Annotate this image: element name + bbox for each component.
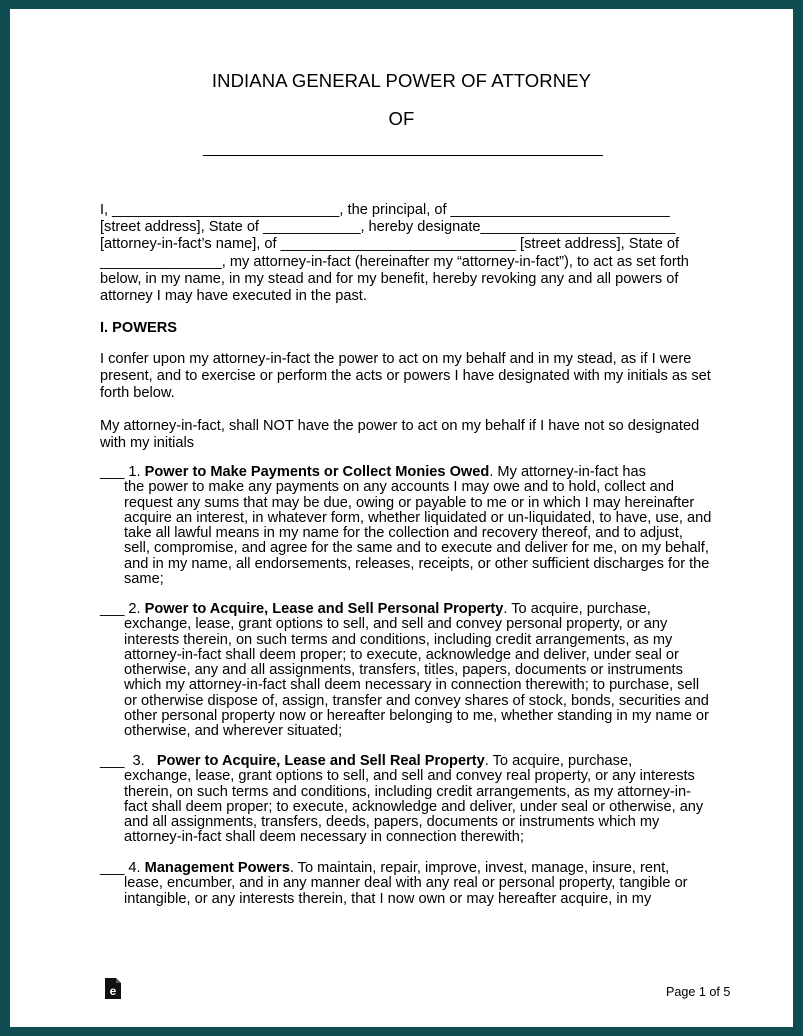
power-item-1 [100, 465, 712, 587]
power-item-lead [100, 465, 712, 480]
initials-blank: ___ [100, 753, 125, 769]
power-heading: Management Powers [144, 860, 290, 876]
power-lead-text: . To acquire, purchase, [484, 753, 633, 769]
document-title-of: OF [388, 108, 415, 129]
intro-paragraph: I, ____________________________, the principal, of ___________________________ [street address], State of ____________, hereby designate________________________ [attorney-in-fact’s name], of _____________________________ [street address], State of _______________, my attorney-in-fact (hereinafter my “attorney-in-fact”), to act as set forth below, in my name, in my stead and for my benefit, hereby revoking any and all powers of attorney I may have executed in the past. [100, 202, 689, 305]
power-item-lead [100, 861, 712, 876]
document-title: INDIANA GENERAL POWER OF ATTORNEY [211, 70, 592, 91]
power-item-2 [100, 602, 712, 740]
power-item-3 [100, 754, 712, 846]
page-number: Page 1 of 5 [666, 985, 731, 999]
power-lead-text: . My attorney-in-fact has [489, 464, 646, 480]
power-lead-text: . To acquire, purchase, [503, 601, 651, 617]
power-body: exchange, lease, grant options to sell, and sell and convey personal property, or any interests therein, on such terms and conditions, including credit arrangements, as my attorney-in-fact shall deem proper; to execute, acknowledge and deliver, under seal or otherwise, any and all assignments, transfers, titles, papers, documents or instruments which my attorney-in-fact shall deem necessary in connection therewith; to purchase, sell or otherwise dispose of, assign, transfer and convey shares of stock, bonds, securities and other personal property now or hereafter belonging to me, whether standing in my name or otherwise, and wherever situated; [124, 616, 709, 740]
power-item-lead [100, 602, 712, 617]
power-body: exchange, lease, grant options to sell, and sell and convey real property, or any interests therein, on such terms and conditions, including credit arrangements, as my attorney-in-fact shall deem proper; to execute, acknowledge and deliver, under seal or otherwise, any and all assignments, transfers, deeds, papers, documents or instruments which my attorney-in-fact shall deem necessary in connection therewith; [124, 768, 704, 846]
power-heading: Power to Acquire, Lease and Sell Personal Property [144, 601, 504, 617]
powers-paragraph-2: My attorney-in-fact, shall NOT have the power to act on my behalf if I have not so designated with my initials [100, 418, 700, 452]
power-lead-text: . To maintain, repair, improve, invest, manage, insure, rent, [289, 860, 670, 876]
power-heading: Power to Acquire, Lease and Sell Real Property [156, 753, 485, 769]
document-page [10, 9, 793, 1027]
initials-blank: ___ [100, 601, 125, 617]
section-heading-powers: I. POWERS [100, 320, 178, 336]
svg-text:e: e [109, 984, 117, 998]
power-number: 3. [132, 753, 145, 769]
principal-name-blank-line [203, 155, 603, 156]
power-item-lead [100, 754, 712, 769]
document-logo-icon [105, 978, 121, 999]
initials-blank: ___ [100, 464, 125, 480]
power-heading: Power to Make Payments or Collect Monies Owed [144, 464, 490, 480]
power-item-4 [100, 861, 712, 907]
power-body: lease, encumber, and in any manner deal with any real or personal property, tangible or intangible, or any interests therein, that I now own or may hereafter acquire, in my [124, 875, 688, 907]
power-number: 4. [128, 860, 141, 876]
powers-paragraph-1: I confer upon my attorney-in-fact the power to act on my behalf and in my stead, as if I were present, and to exercise or perform the acts or powers I have designated with my initials as set forth below. [100, 351, 711, 402]
power-number: 2. [128, 601, 141, 617]
initials-blank: ___ [100, 860, 125, 876]
power-body: the power to make any payments on any accounts I may owe and to hold, collect and request any sums that may be due, owing or payable to me or in which I may hereinafter acquire an interest, in whatever form, whether liquidated or un-liquidated, to have, use, and take all lawful means in my name for the collection and recovery thereof, and to adjust, sell, compromise, and agree for the same and to execute and deliver for me, on my behalf, and in my name, all endorsements, releases, receipts, or other sufficient discharges for the same; [124, 479, 712, 588]
power-number: 1. [128, 464, 141, 480]
